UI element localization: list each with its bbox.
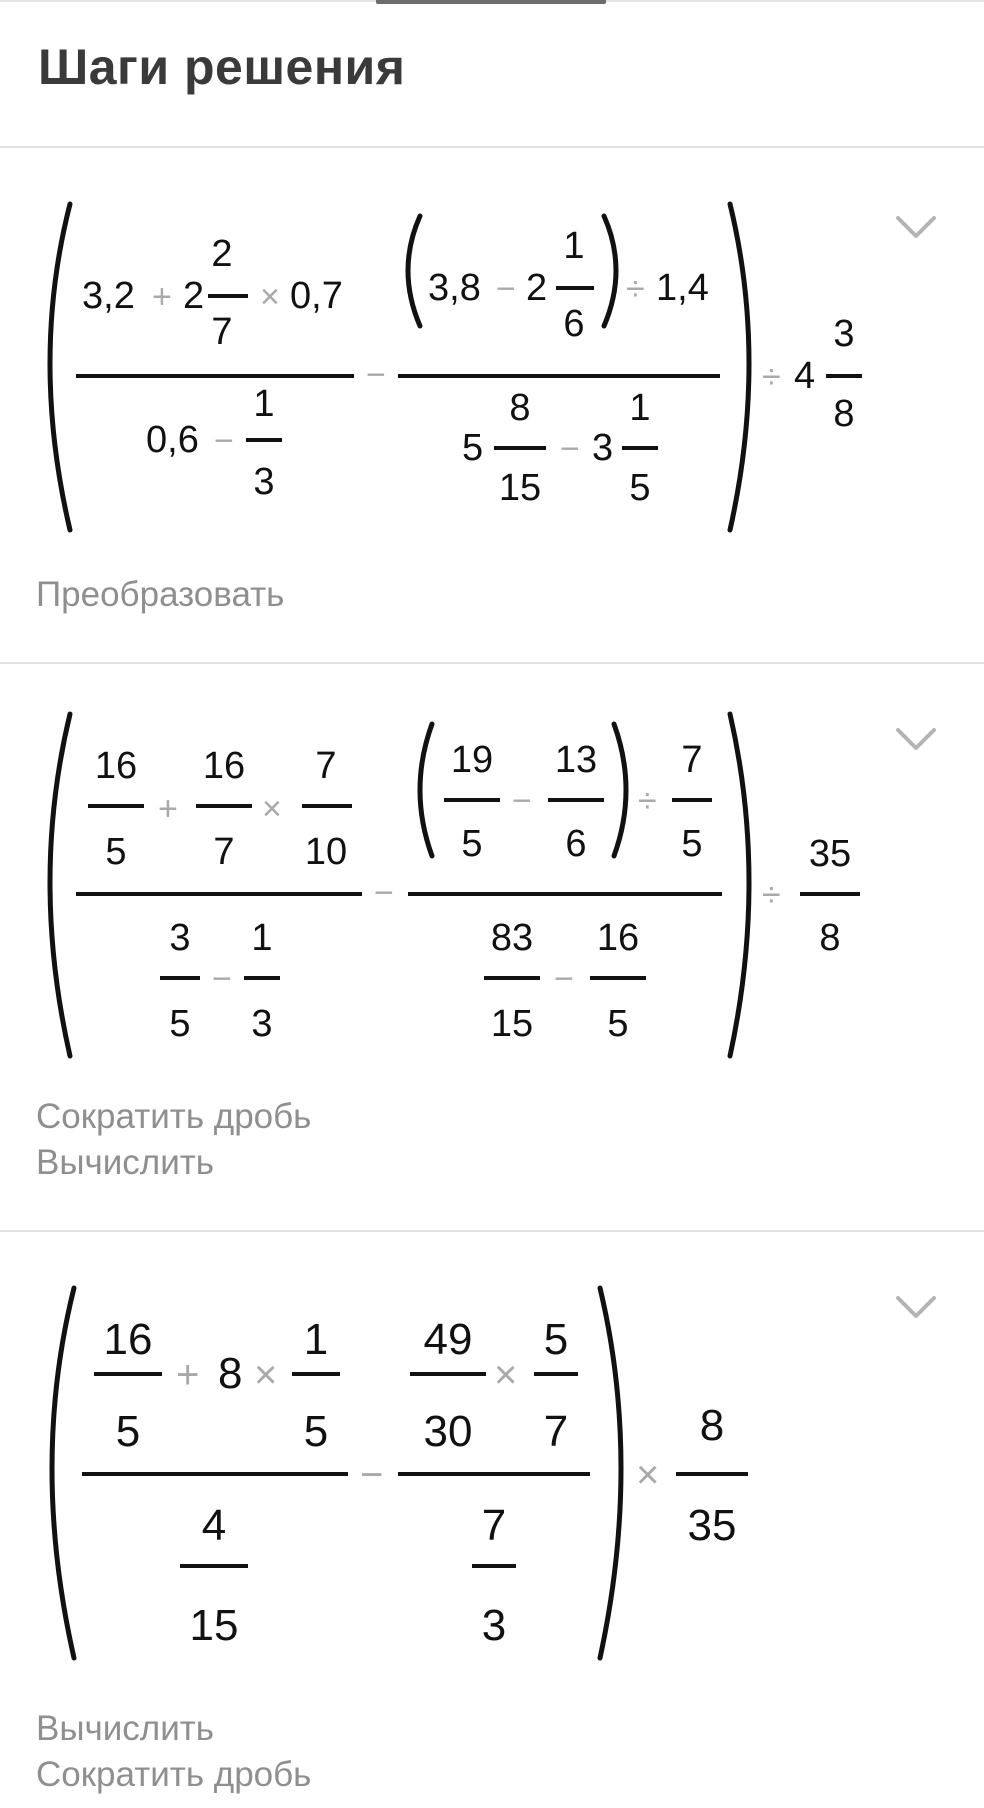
operator: − (554, 960, 574, 998)
token: 15 (189, 1601, 239, 1650)
right-paren (614, 724, 626, 856)
token: 3 (251, 1003, 273, 1045)
step-1-label: Преобразовать (36, 575, 285, 614)
token: 4 (201, 1501, 227, 1550)
token: 3,2 (82, 275, 135, 317)
token: 3 (481, 1601, 507, 1650)
page-title: Шаги решения (38, 39, 406, 95)
operator: ÷ (762, 876, 781, 914)
operator: − (512, 782, 532, 820)
token: 4 (794, 355, 816, 397)
token: 5 (461, 823, 483, 865)
operator: − (366, 356, 386, 394)
right-paren (730, 204, 749, 530)
token: 30 (423, 1407, 473, 1456)
operator: ÷ (626, 270, 645, 308)
left-paren (52, 1288, 74, 1658)
token: 2 (211, 233, 233, 275)
token: 15 (490, 1003, 534, 1045)
left-paren (420, 724, 432, 856)
token: 8 (509, 387, 531, 429)
left-paren (408, 216, 420, 326)
token: 8 (819, 917, 841, 959)
step-3-label: Сократить дробь (36, 1755, 312, 1794)
token: 5 (303, 1407, 329, 1456)
token: 5 (462, 427, 484, 469)
operator: − (360, 1453, 384, 1497)
step-1-expression (0, 190, 900, 550)
token: 7 (681, 739, 703, 781)
token: 8 (699, 1401, 725, 1450)
token: 5 (629, 467, 651, 509)
token: 1 (251, 917, 273, 959)
token: 3 (833, 313, 855, 355)
operator: × (260, 278, 280, 316)
step-2-label: Сократить дробь (36, 1097, 312, 1136)
token: 5 (681, 823, 703, 865)
token: 8 (218, 1349, 243, 1398)
token: 7 (315, 745, 337, 787)
operator: + (152, 278, 172, 316)
token: 16 (94, 745, 138, 787)
token: 3 (169, 917, 191, 959)
operator: − (496, 270, 516, 308)
token: 15 (498, 467, 542, 509)
token: 0,7 (290, 275, 343, 317)
token: 5 (105, 831, 127, 873)
token: 5 (115, 1407, 141, 1456)
token: 7 (543, 1407, 569, 1456)
token: 1 (563, 225, 585, 267)
drag-handle[interactable] (376, 0, 606, 4)
step-2-label: Вычислить (36, 1143, 215, 1182)
operator: + (176, 1353, 200, 1397)
token: 6 (563, 303, 585, 345)
token: 35 (687, 1501, 737, 1550)
token: 1 (629, 387, 651, 429)
token: 5 (543, 1315, 569, 1364)
operator: ÷ (762, 358, 781, 396)
chevron-down-icon[interactable] (894, 1290, 938, 1324)
left-paren (50, 204, 70, 530)
token: 16 (202, 745, 246, 787)
right-paren (600, 1288, 621, 1658)
operator: − (212, 960, 232, 998)
chevron-down-icon[interactable] (894, 722, 938, 756)
token: 1 (253, 383, 275, 425)
operator: + (158, 790, 178, 828)
token: 49 (423, 1315, 473, 1364)
step-2-expression (0, 700, 900, 1070)
token: 35 (808, 833, 852, 875)
operator: − (214, 422, 234, 460)
token: 7 (213, 831, 235, 873)
step-3-label: Вычислить (36, 1709, 215, 1748)
token: 3,8 (428, 267, 481, 309)
token: 10 (304, 831, 348, 873)
operator: × (254, 1353, 278, 1397)
right-paren (604, 216, 616, 326)
header-divider (0, 146, 984, 148)
token: 19 (450, 739, 494, 781)
operator: − (560, 430, 580, 468)
token: 0,6 (146, 419, 199, 461)
token: 3 (253, 461, 275, 503)
token: 16 (596, 917, 640, 959)
token: 7 (481, 1501, 507, 1550)
operator: ÷ (638, 782, 657, 820)
chevron-down-icon[interactable] (894, 210, 938, 244)
token: 6 (565, 823, 587, 865)
token: 1 (303, 1315, 329, 1364)
step-divider (0, 662, 984, 664)
operator: × (636, 1453, 660, 1497)
step-3-expression (0, 1274, 900, 1674)
token: 7 (211, 311, 233, 353)
step-divider (0, 1230, 984, 1232)
token: 16 (103, 1315, 153, 1364)
token: 5 (169, 1003, 191, 1045)
token: 1,4 (656, 267, 709, 309)
operator: × (262, 790, 282, 828)
token: 13 (554, 739, 598, 781)
token: 83 (490, 917, 534, 959)
token: 5 (607, 1003, 629, 1045)
operator: × (494, 1353, 518, 1397)
token: 8 (833, 393, 855, 435)
operator: − (374, 874, 394, 912)
right-paren (730, 714, 749, 1056)
token: 3 (592, 427, 614, 469)
left-paren (50, 714, 70, 1056)
token: 2 (183, 275, 205, 317)
token: 2 (526, 267, 548, 309)
